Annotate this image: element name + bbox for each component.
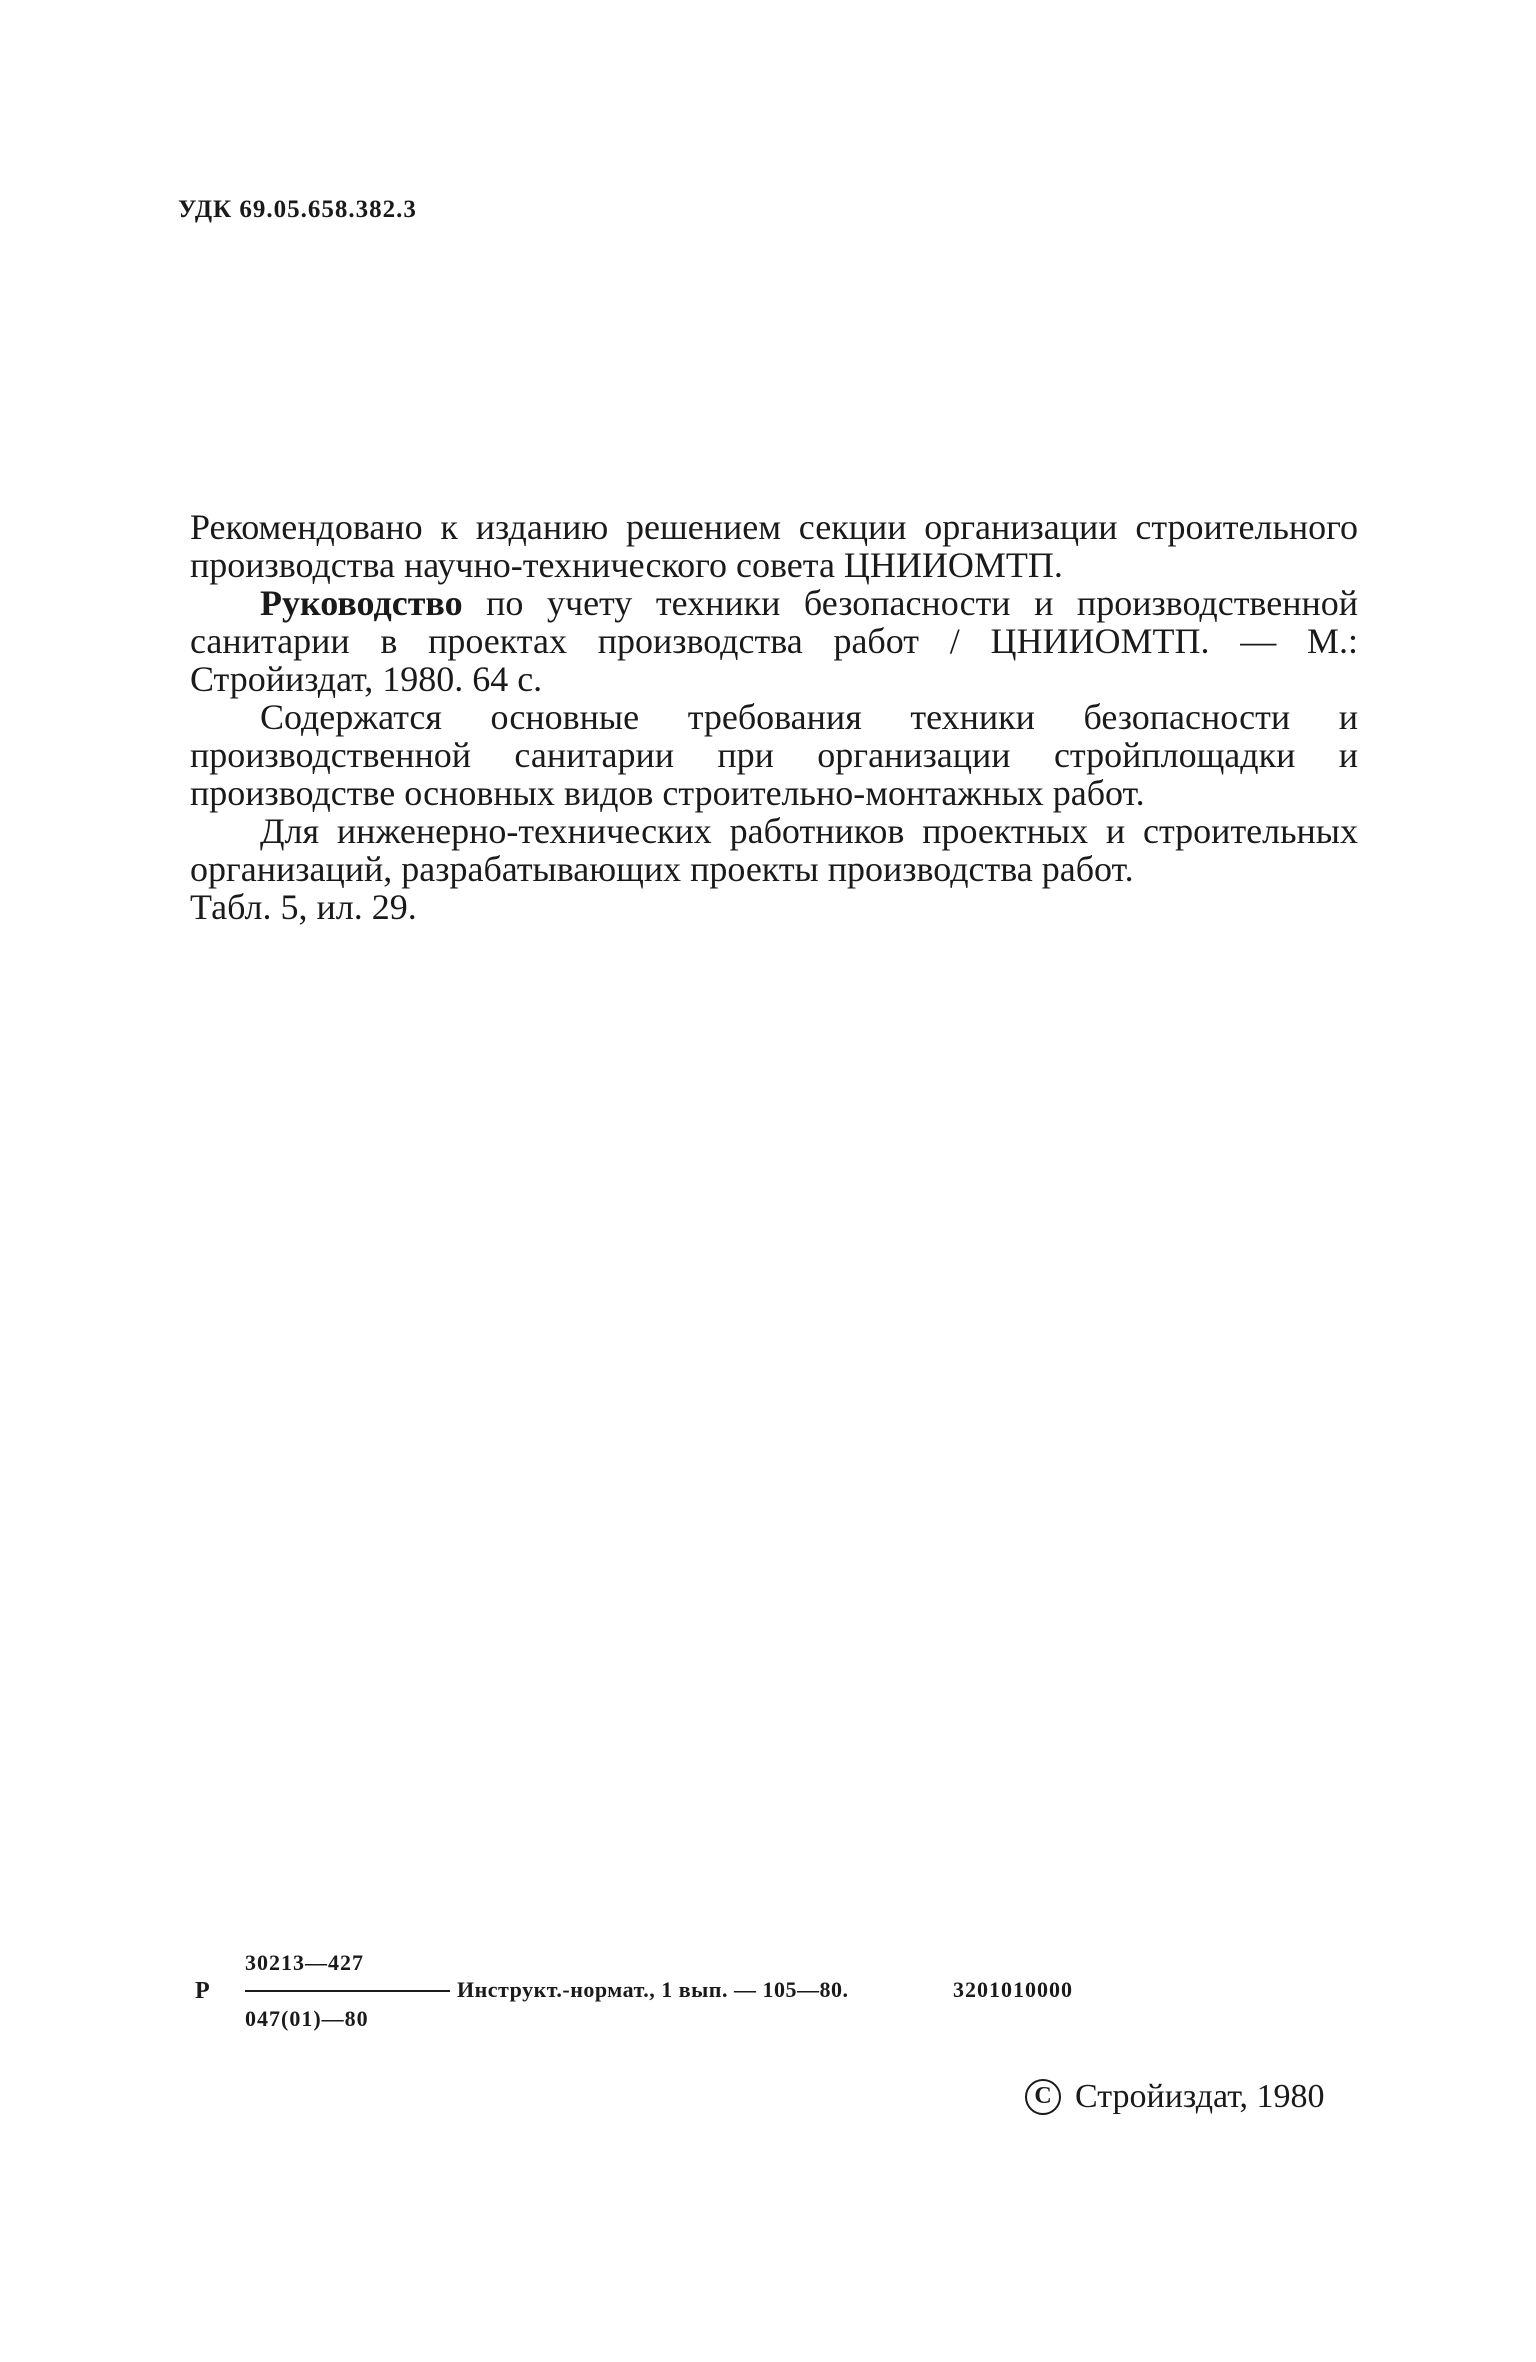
recommendation-text: Рекомендовано к изданию решением секции организации строительного производства научно-технического совета ЦНИИОМТП. bbox=[190, 507, 1358, 585]
imprint-classification-code: 3201010000 bbox=[953, 1977, 1073, 2002]
udk-code: УДК 69.05.658.382.3 bbox=[178, 196, 417, 223]
copyright-line bbox=[1025, 2078, 1325, 2116]
citation-title-lead: Руководство bbox=[260, 583, 463, 623]
abstract-block bbox=[190, 508, 1358, 926]
copyright-text: Стройиздат, 1980 bbox=[1075, 2078, 1325, 2115]
audience-text: Для инженерно-технических работников проектных и строительных организаций, разрабатывающих проекты производства работ. bbox=[190, 811, 1358, 889]
summary-text: Содержатся основные требования техники безопасности и производственной санитарии при организации стройплощадки и производстве основных видов строительно-монтажных работ. bbox=[190, 697, 1358, 813]
imprint-numerator: 30213—427 bbox=[245, 1950, 364, 1975]
figures-note: Табл. 5, ил. 29. bbox=[190, 887, 417, 927]
citation-paragraph bbox=[190, 584, 1358, 698]
imprint-code bbox=[195, 1950, 1195, 2040]
citation-rest: по учету техники безопасности и производственной санитарии в проектах производства работ / ЦНИИОМТП. — М.: Стройиздат, 1980. 64 с. bbox=[190, 583, 1358, 699]
imprint-letter: Р bbox=[195, 1978, 210, 2004]
imprint-fraction-line bbox=[245, 1990, 450, 1992]
copyright-icon: C bbox=[1025, 2079, 1061, 2115]
imprint-series: Инструкт.-нормат., 1 вып. — 105—80. bbox=[457, 1977, 849, 2002]
imprint-denominator: 047(01)—80 bbox=[245, 2006, 369, 2031]
